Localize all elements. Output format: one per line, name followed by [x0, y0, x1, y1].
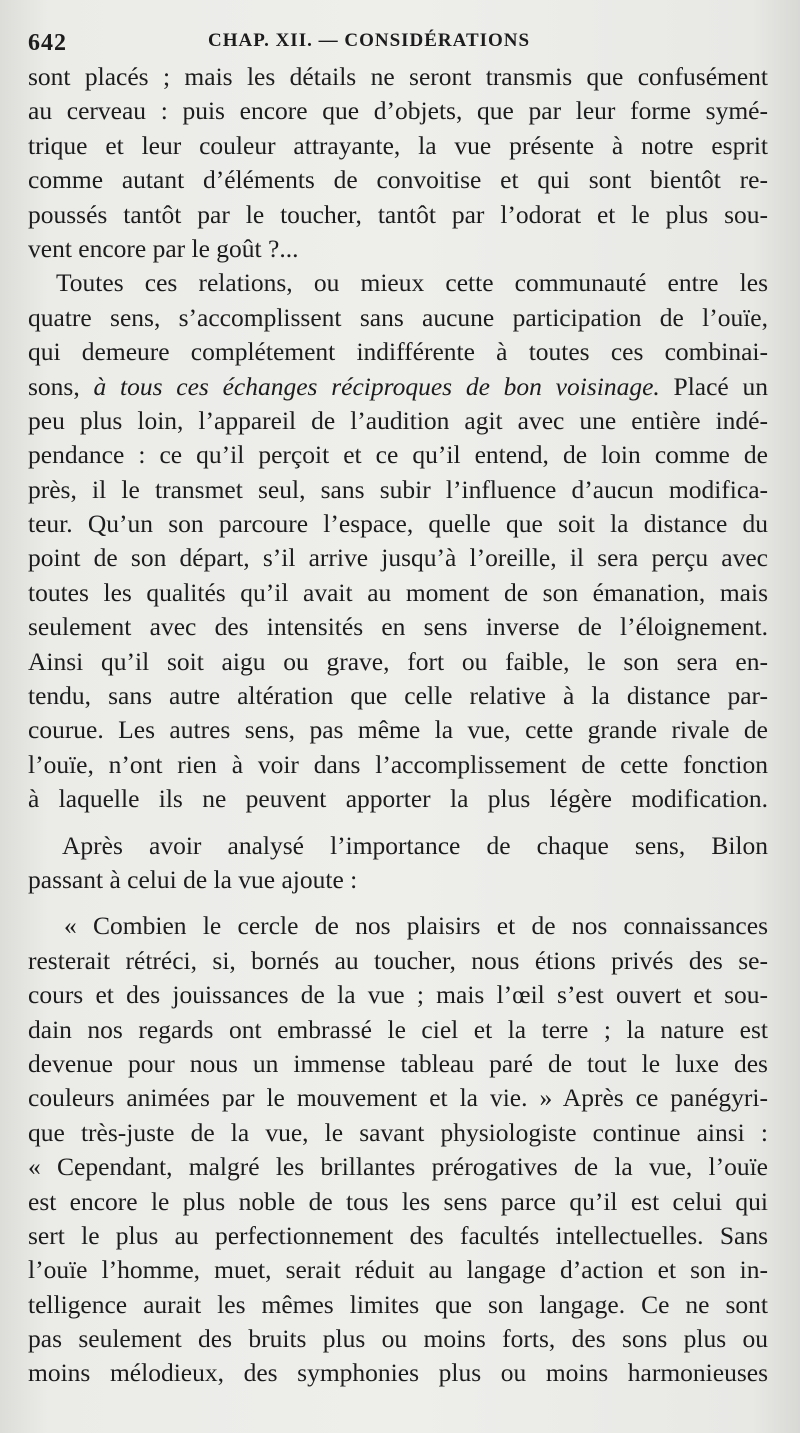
- text-line-with-italic: [28, 370, 768, 404]
- text-segment: sons,: [28, 371, 80, 401]
- text-line: seulement avec des intensités en sens inverse de l’éloignement.: [28, 612, 768, 642]
- text-line: « Cependant, malgré les brillantes prérogatives de la vue, l’ouïe: [28, 1152, 768, 1182]
- paragraph-4-quotation: [28, 909, 768, 1390]
- text-line: dain nos regards ont embrassé le ciel et la terre ; la nature est: [28, 1014, 768, 1044]
- paragraph-2: [28, 266, 768, 816]
- paragraph-spacer: [28, 897, 768, 909]
- chapter-heading: CHAP. XII. — CONSIDÉRATIONS: [208, 30, 531, 51]
- text-line: Toutes ces relations, ou mieux cette communauté entre les: [56, 268, 768, 298]
- text-line: tendu, sans autre altération que celle relative à la distance par-: [28, 681, 768, 711]
- text-line: devenue pour nous un immense tableau paré de tout le luxe des: [28, 1048, 768, 1078]
- text-line: moins mélodieux, des symphonies plus ou moins harmonieuses: [28, 1358, 768, 1388]
- text-line: quatre sens, s’accomplissent sans aucune participation de l’ouïe,: [28, 302, 768, 332]
- text-line: cours et des jouissances de la vue ; mais l’œil s’est ouvert et sou-: [28, 980, 768, 1010]
- text-line: est encore le plus noble de tous les sens parce qu’il est celui qui: [28, 1186, 768, 1216]
- text-line: sont placés ; mais les détails ne seront transmis que confusément: [28, 62, 768, 91]
- text-line: passant à celui de la vue ajoute :: [28, 864, 358, 894]
- text-line: toutes les qualités qu’il avait au moment de son émanation, mais: [28, 577, 768, 607]
- text-line: resterait rétréci, si, bornés au toucher, nous étions privés des se-: [28, 945, 768, 975]
- text-line: qui demeure complétement indifférente à toutes ces combinai-: [28, 337, 768, 367]
- text-line: Après avoir analysé l’importance de chaque sens, Bilon: [62, 830, 768, 860]
- running-head: [28, 18, 768, 60]
- text-line: courue. Les autres sens, pas même la vue, cette grande rivale de: [28, 715, 768, 745]
- text-line: pas seulement des bruits plus ou moins forts, des sons plus ou: [28, 1324, 768, 1354]
- text-line: comme autant d’éléments de convoitise et qui sont bientôt re-: [28, 165, 768, 195]
- text-line: point de son départ, s’il arrive jusqu’à l’oreille, il sera perçu avec: [28, 543, 768, 573]
- text-line: pendance : ce qu’il perçoit et ce qu’il entend, de loin comme de: [28, 440, 768, 470]
- text-line: au cerveau : puis encore que d’objets, que par leur forme symé-: [28, 96, 768, 126]
- text-line: près, il le transmet seul, sans subir l’influence d’aucun modifica-: [28, 474, 768, 504]
- text-segment: Placé un: [673, 371, 769, 401]
- text-line: telligence aurait les mêmes limites que son langage. Ce ne sont: [28, 1289, 768, 1319]
- page-number: 642: [28, 30, 67, 56]
- paragraph-3: [28, 829, 768, 898]
- text-line: l’ouïe l’homme, muet, serait réduit au langage d’action et son in-: [28, 1255, 768, 1285]
- text-line: poussés tantôt par le toucher, tantôt par l’odorat et le plus sou-: [28, 199, 768, 229]
- text-line: peu plus loin, l’appareil de l’audition agit avec une entière indé-: [28, 405, 768, 435]
- text-line: « Combien le cercle de nos plaisirs et de nos connaissances: [64, 911, 768, 941]
- italic-phrase: à tous ces échanges réciproques de bon voisinage.: [93, 371, 660, 401]
- text-line: que très-juste de la vue, le savant physiologiste continue ainsi :: [28, 1117, 768, 1147]
- text-line: vent encore par le goût ?...: [28, 233, 299, 263]
- text-line: l’ouïe, n’ont rien à voir dans l’accomplissement de cette fonction: [28, 749, 768, 779]
- text-line: sert le plus au perfectionnement des facultés intellectuelles. Sans: [28, 1220, 768, 1250]
- paragraph-spacer: [28, 817, 768, 829]
- text-line: trique et leur couleur attrayante, la vue présente à notre esprit: [28, 130, 768, 160]
- text-line: à laquelle ils ne peuvent apporter la plus légère modification.: [28, 784, 768, 814]
- text-line: couleurs animées par le mouvement et la vie. » Après ce panégyri-: [28, 1083, 768, 1113]
- text-line: teur. Qu’un son parcoure l’espace, quelle que soit la distance du: [28, 509, 768, 539]
- text-line: Ainsi qu’il soit aigu ou grave, fort ou faible, le son sera en-: [28, 646, 768, 676]
- paragraph-1: [28, 60, 768, 266]
